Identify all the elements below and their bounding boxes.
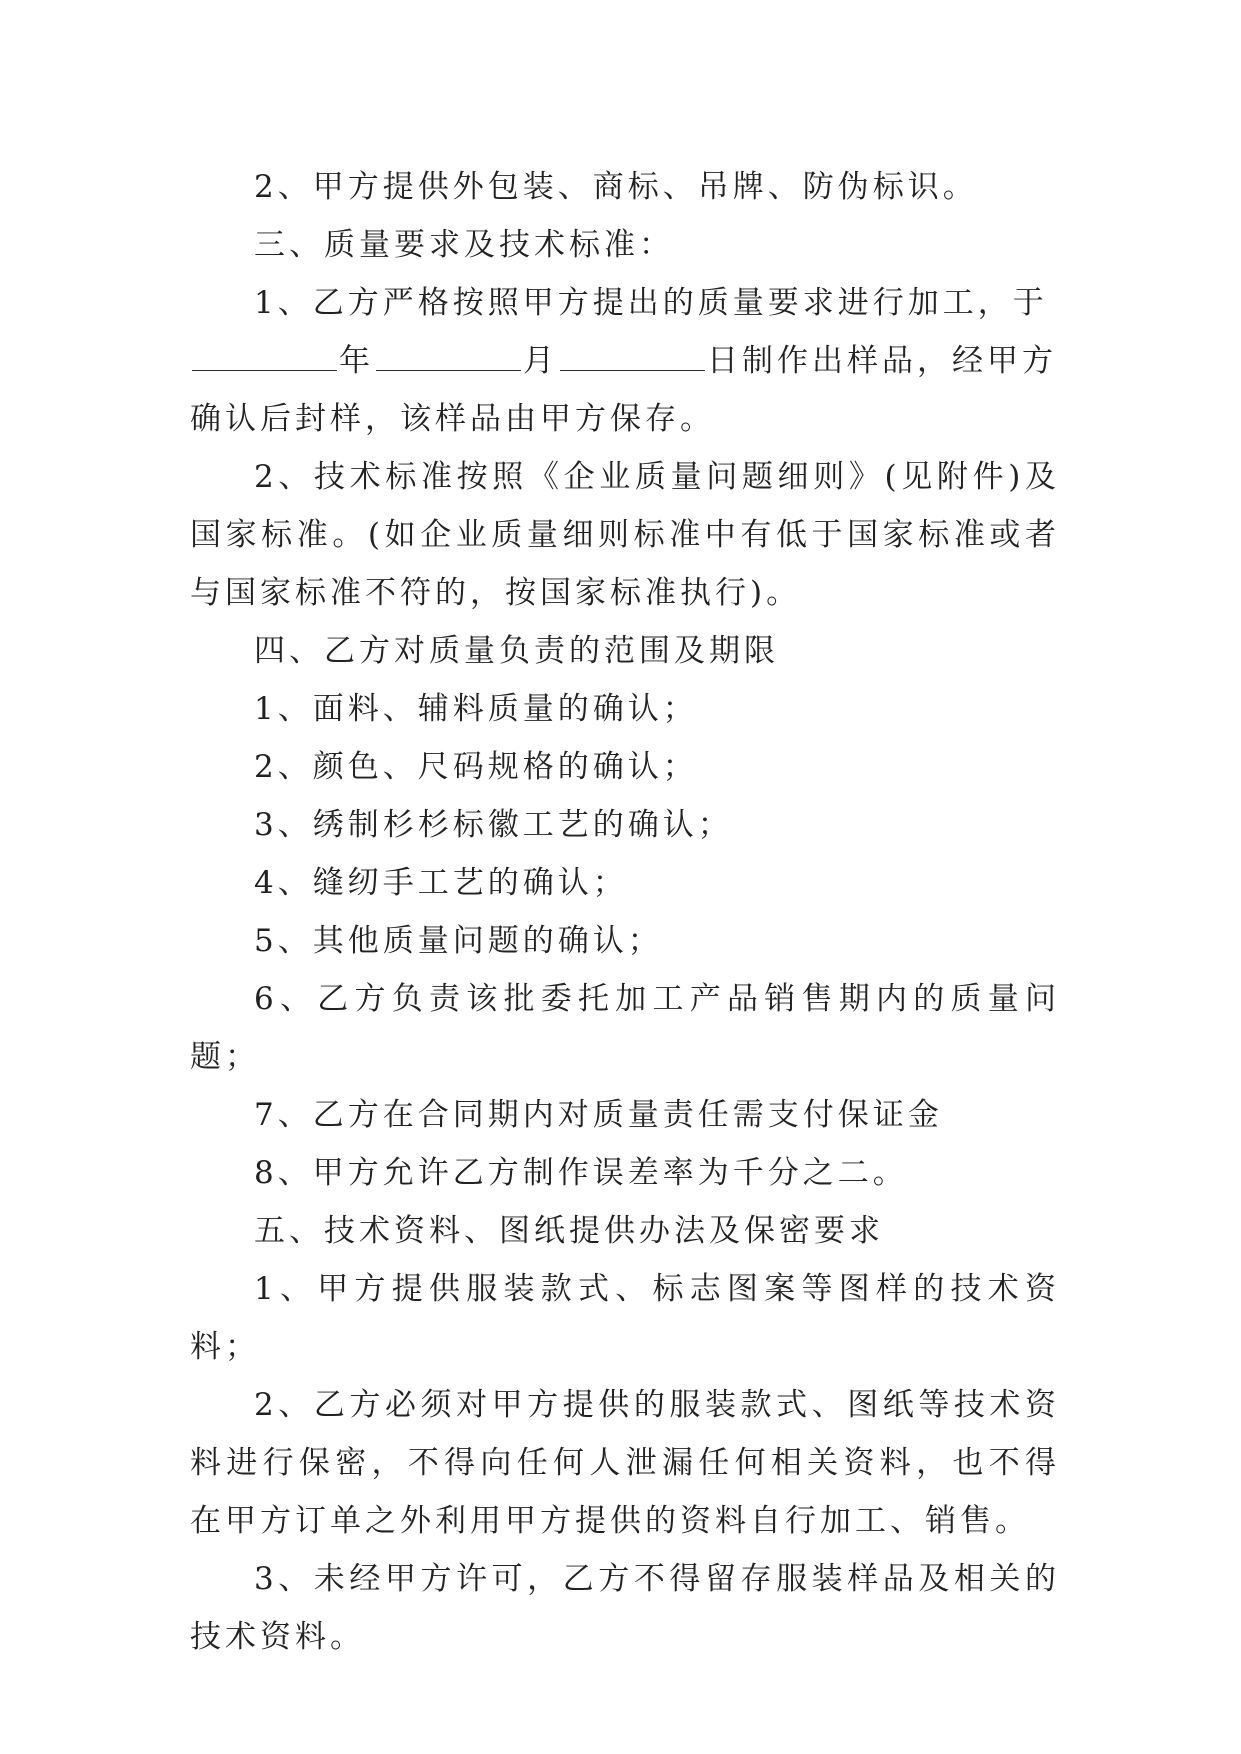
item-deposit: 7、乙方在合同期内对质量责任需支付保证金 xyxy=(254,1097,943,1133)
day-rest-text: 日制作出样品，经甲方 xyxy=(707,343,1057,379)
item-embroidery: 3、绣制杉杉标徽工艺的确认； xyxy=(254,807,733,843)
item-color-size: 2、颜色、尺码规格的确认； xyxy=(254,749,698,785)
blank-day-field[interactable] xyxy=(560,340,705,371)
year-label: 年 xyxy=(339,343,374,379)
blank-month-field[interactable] xyxy=(376,340,521,371)
item-other-quality: 5、其他质量问题的确认； xyxy=(254,923,663,959)
item-error-rate: 8、甲方允许乙方制作误差率为千分之二。 xyxy=(254,1155,908,1191)
clause-sample-date-line xyxy=(190,332,1060,390)
item-fabric: 1、面料、辅料质量的确认； xyxy=(254,691,698,727)
month-label: 月 xyxy=(523,343,558,379)
clause-provide-materials: 1、甲方提供服装款式、标志图案等图样的技术资料； xyxy=(190,1271,1060,1365)
clause-no-retention: 3、未经甲方许可，乙方不得留存服装样品及相关的技术资料。 xyxy=(190,1561,1060,1655)
section-heading-confidentiality: 五、技术资料、图纸提供办法及保密要求 xyxy=(254,1213,884,1249)
item-sewing: 4、缝纫手工艺的确认； xyxy=(254,865,628,901)
blank-year-field[interactable] xyxy=(192,340,337,371)
clause-confidentiality: 2、乙方必须对甲方提供的服装款式、图纸等技术资料进行保密，不得向任何人泄漏任何相关资料，也不得在甲方订单之外利用甲方提供的资料自行加工、销售。 xyxy=(190,1387,1060,1539)
clause-sample-line1: 1、乙方严格按照甲方提出的质量要求进行加工，于 xyxy=(254,285,1048,321)
section-heading-responsibility: 四、乙方对质量负责的范围及期限 xyxy=(254,633,779,669)
clause-packaging: 2、甲方提供外包装、商标、吊牌、防伪标识。 xyxy=(254,169,978,205)
clause-technical-standard: 2、技术标准按照《企业质量问题细则》(见附件)及国家标准。(如企业质量细则标准中有低于国家标准或者与国家标准不符的，按国家标准执行)。 xyxy=(190,459,1060,611)
clause-sample-line3: 确认后封样，该样品由甲方保存。 xyxy=(190,401,715,437)
document-body xyxy=(190,158,1060,1666)
item-sales-period: 6、乙方负责该批委托加工产品销售期内的质量问题； xyxy=(190,981,1060,1075)
section-heading-quality: 三、质量要求及技术标准： xyxy=(254,227,674,263)
